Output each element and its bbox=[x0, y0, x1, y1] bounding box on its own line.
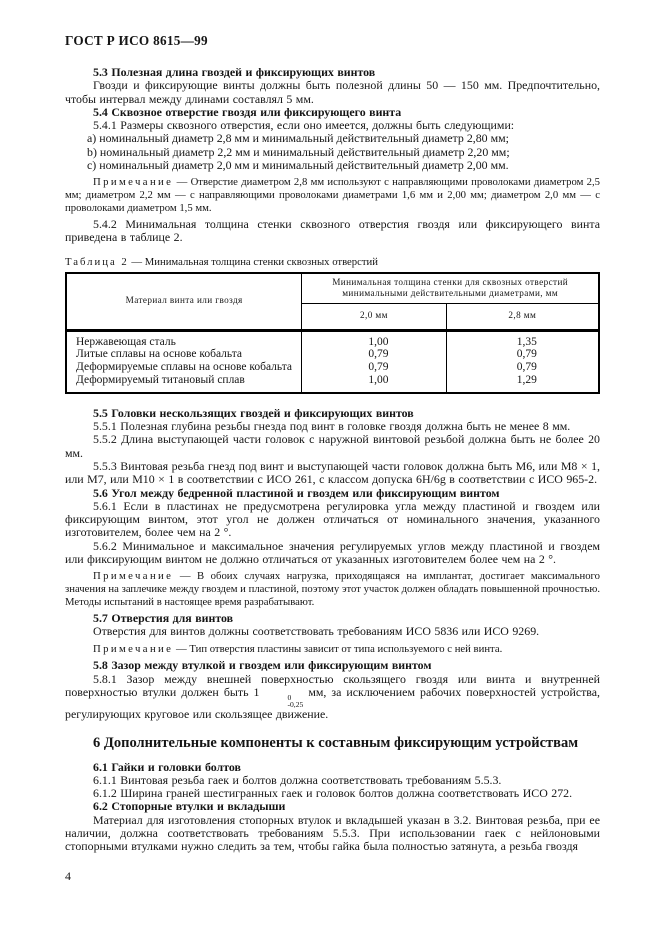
para-5-8-1-text-before: 5.8.1 Зазор между внешней поверхностью скользящего гвоздя или винта и внутренней поверхностью втулки должен быть bbox=[65, 671, 600, 699]
heading-5-7: 5.7 Отверстия для винтов bbox=[93, 611, 234, 626]
para-6-2: Материал для изготовления стопорных втулок и вкладышей указан в 3.2. Винтовая резьба, при ее наличии, должна соответствовать требованиям 5.5.3. При использовании гаек с нейлоновыми стопорными втулками нужно следить за тем, чтобы гайка была полностью затянута, а резьба гвоздя bbox=[65, 812, 600, 854]
note-label: Примечание bbox=[93, 570, 174, 583]
list-item-b: b) номинальный диаметр 2,2 мм и минимальный действительный диаметр 2,20 мм; bbox=[87, 144, 510, 159]
note-5-7 bbox=[65, 643, 600, 656]
tolerance-lower: -0,25 bbox=[287, 700, 304, 710]
list-item-c: c) номинальный диаметр 2,0 мм и минимальный действительный диаметр 2,00 мм. bbox=[87, 158, 509, 173]
heading-5-6: 5.6 Угол между бедренной пластиной и гвоздем или фиксирующим винтом bbox=[93, 485, 500, 500]
note-text: — В обоих случаях нагрузка, приходящаяся на имплантат, достигает максимального значения на заплечике между гвоздем и пластиной, поэтому этот участок должен обладать повышенной прочностью. Методы испытаний в настоящее время разрабатывают. bbox=[65, 570, 600, 608]
para-5-4-2: 5.4.2 Минимальная толщина стенки сквозного отверстия гвоздя или фиксирующего винта приведена в таблице 2. bbox=[65, 217, 600, 245]
table-row bbox=[66, 361, 599, 374]
cell-material: Деформируемые сплавы на основе кобальта bbox=[76, 361, 293, 374]
para-5-4-1: 5.4.1 Размеры сквозного отверстия, если оно имеется, должны быть следующими: bbox=[93, 118, 515, 133]
cell-material: Деформируемый титановый сплав bbox=[76, 373, 245, 386]
note-label: Примечание bbox=[93, 642, 174, 655]
table-caption-text: — Минимальная толщина стенки сквозных отверстий bbox=[128, 255, 378, 268]
cell-d28: 1,35 bbox=[446, 330, 599, 348]
cell-d28: 0,79 bbox=[446, 361, 599, 374]
cell-material: Нержавеющая сталь bbox=[76, 335, 176, 348]
table-caption bbox=[65, 256, 600, 268]
column-header-group: Минимальная толщина стенки для сквозных отверстий минимальными действительными диаметрами, мм bbox=[302, 273, 599, 303]
list-item-a: a) номинальный диаметр 2,8 мм и минимальный действительный диаметр 2,80 мм; bbox=[87, 131, 509, 146]
heading-5-3: 5.3 Полезная длина гвоздей и фиксирующих винтов bbox=[93, 65, 376, 79]
heading-5-5: 5.5 Головки нескользящих гвоздей и фиксирующих винтов bbox=[93, 405, 414, 420]
heading-5-4: 5.4 Сквозное отверстие гвоздя или фиксирующего винта bbox=[93, 104, 402, 119]
cell-material: Литые сплавы на основе кобальта bbox=[76, 348, 242, 361]
para-5-5-1: 5.5.1 Полезная глубина резьбы гнезда под винт в головке гвоздя должна быть не менее 8 мм. bbox=[93, 419, 571, 434]
column-header-d20: 2,0 мм bbox=[302, 303, 446, 330]
note-5-4 bbox=[65, 176, 600, 214]
table-2-min-wall-thickness bbox=[65, 272, 600, 394]
para-5-6-1: 5.6.1 Если в пластинах не предусмотрена регулировка угла между пластиной и гвоздем или фиксирующим винтом, этот угол не должен отличаться от номинального значения, указанного изготовителем, более чем на 2 °. bbox=[65, 498, 600, 540]
page-number: 4 bbox=[65, 868, 71, 883]
document-code-header: ГОСТ Р ИСО 8615—99 bbox=[65, 33, 208, 48]
cell-d20: 0,79 bbox=[302, 361, 446, 374]
note-5-6 bbox=[65, 570, 600, 608]
heading-6-1: 6.1 Гайки и головки болтов bbox=[93, 759, 241, 774]
note-label: Примечание bbox=[93, 176, 174, 189]
cell-d28: 0,79 bbox=[446, 348, 599, 361]
tolerance-upper: 0 bbox=[287, 692, 292, 702]
cell-d20: 1,00 bbox=[302, 374, 446, 393]
heading-6: 6 Дополнительные компоненты к составным фиксирующим устройствам bbox=[93, 734, 579, 751]
note-text: — Тип отверстия пластины зависит от типа используемого с ней винта. bbox=[173, 642, 503, 655]
heading-6-2: 6.2 Стопорные втулки и вкладыши bbox=[93, 799, 286, 814]
cell-d28: 1,29 bbox=[446, 374, 599, 393]
table-row bbox=[66, 374, 599, 393]
para-5-8-1-text-after: мм, за исключением рабочих поверхностей устройства, регулирующих круговое или скользящее движение. bbox=[65, 684, 601, 722]
para-5-7: Отверстия для винтов должны соответствовать требованиям ИСО 5836 или ИСО 9269. bbox=[93, 624, 540, 639]
table-row bbox=[66, 330, 599, 348]
para-5-5-2: 5.5.2 Длина выступающей части головок с наружной винтовой резьбой должна быть не более 20 мм. bbox=[65, 432, 600, 460]
heading-5-8: 5.8 Зазор между втулкой и гвоздем или фиксирующим винтом bbox=[93, 658, 432, 673]
para-6-1-2: 6.1.2 Ширина граней шестигранных гаек и головок болтов должна соответствовать ИСО 272. bbox=[93, 786, 573, 801]
tolerance-base: 1 bbox=[253, 684, 260, 699]
column-header-material: Материал винта или гвоздя bbox=[66, 273, 302, 330]
para-6-1-1: 6.1.1 Винтовая резьба гаек и болтов должна соответствовать требованиям 5.5.3. bbox=[93, 772, 502, 787]
cell-d20: 0,79 bbox=[302, 348, 446, 361]
table-caption-label: Таблица 2 bbox=[65, 255, 129, 268]
para-5-6-2: 5.6.2 Минимальное и максимальное значения регулируемых углов между пластиной и гвоздем или фиксирующим винтом не должно отличаться от указанных изготовителем более чем на 2 °. bbox=[65, 538, 600, 567]
para-5-8-1 bbox=[65, 673, 600, 722]
para-5-3: Гвозди и фиксирующие винты должны быть полезной длины 50 — 150 мм. Предпочтительно, чтобы интервал между длинами составлял 5 мм. bbox=[65, 78, 600, 106]
table-row bbox=[66, 348, 599, 361]
tolerance-notation bbox=[259, 694, 303, 708]
para-5-5-3: 5.5.3 Винтовая резьба гнезд под винт и выступающей части головок должна быть М6, или М8 × 1, или М7, или М10 × 1 в соответствии с ИСО 261, с классом допуска 6H/6g в соответствии с ИСО 965-2. bbox=[65, 458, 600, 487]
column-header-d28: 2,8 мм bbox=[446, 303, 599, 330]
cell-d20: 1,00 bbox=[302, 330, 446, 348]
note-text: — Отверстие диаметром 2,8 мм используют с направляющими проволоками диаметром 2,5 мм; диаметром 2,2 мм — с направляющими проволоками диаметрами 1,6 мм и 2,00 мм; диаметром 2,0 мм — с проволоками диаметром 1,5 мм. bbox=[65, 176, 600, 214]
